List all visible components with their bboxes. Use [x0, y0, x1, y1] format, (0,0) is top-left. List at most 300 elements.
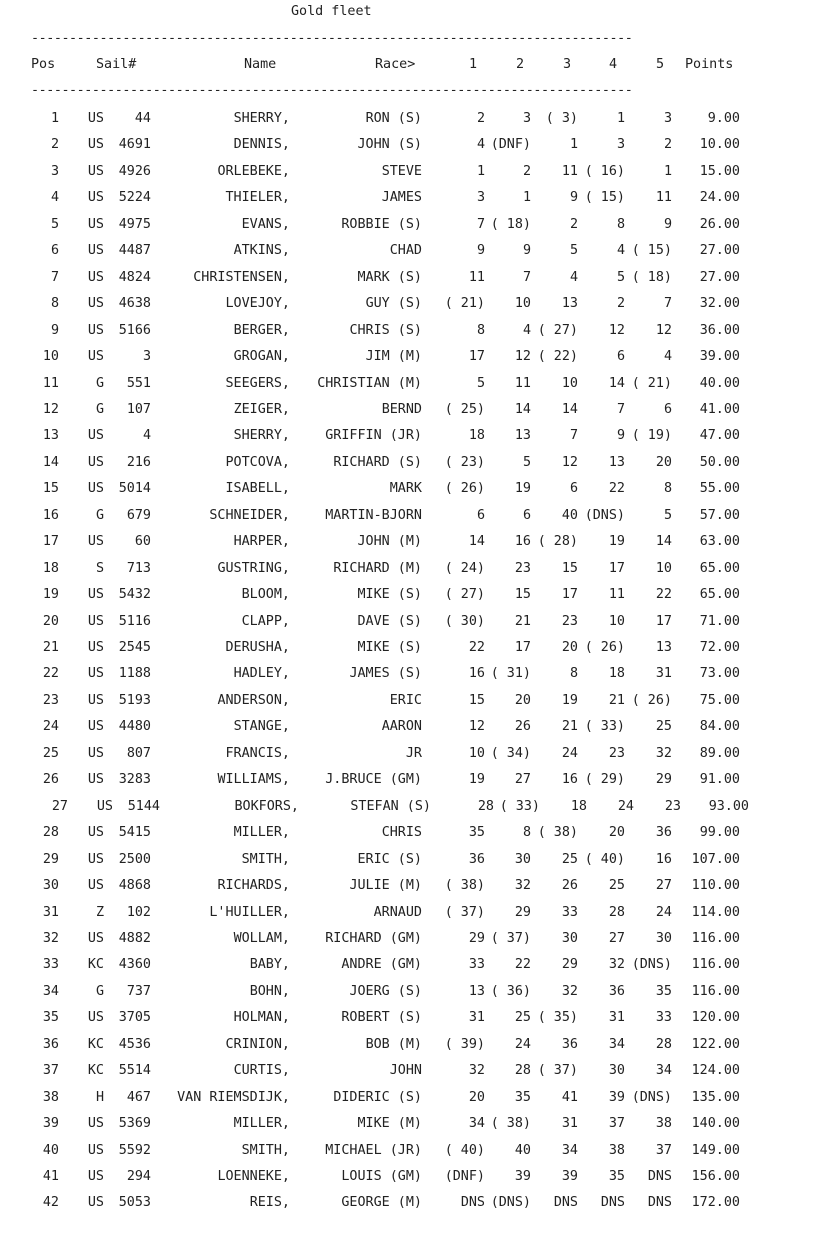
last-name-cell: SMITH, [241, 1142, 290, 1158]
race-4-cell: 19 [608, 534, 625, 550]
race-4-cell: ( 26) [584, 640, 625, 655]
race-1-cell: 9 [476, 243, 485, 259]
last-name-cell: BOKFORS, [234, 798, 299, 814]
table-row [0, 534, 818, 554]
race-2-cell: (DNS) [490, 1195, 531, 1211]
country-cell: US [96, 798, 113, 814]
race-1-cell: 2 [476, 111, 485, 126]
race-1-cell: 35 [468, 825, 485, 841]
sail-number-cell: 3 [142, 349, 151, 365]
race-5-cell: ( 18) [631, 269, 672, 285]
first-name-cell: JR [405, 745, 422, 761]
race-2-cell: 9 [522, 243, 531, 259]
race-1-cell: 15 [468, 692, 485, 708]
race-5-cell: (DNS) [631, 1089, 672, 1105]
country-cell: US [87, 772, 104, 788]
race-1-cell: 36 [468, 851, 485, 867]
last-name-cell: LOENNEKE, [217, 1169, 290, 1184]
country-cell: US [87, 111, 104, 126]
race-2-cell: ( 36) [490, 983, 531, 999]
first-name-cell: JOHN (S) [357, 137, 422, 153]
race-4-cell: (DNS) [584, 507, 625, 523]
pos-cell: 1 [50, 111, 59, 126]
points-cell: 15.00 [699, 163, 740, 179]
points-cell: 122.00 [691, 1036, 740, 1052]
pos-cell: 34 [42, 983, 59, 999]
table-row [0, 402, 818, 422]
race-4-cell: 35 [608, 1169, 625, 1184]
race-4-cell: 20 [608, 825, 625, 841]
table-row [0, 693, 818, 713]
race-3-cell: ( 38) [537, 825, 578, 841]
race-5-cell: 32 [655, 745, 672, 761]
pos-cell: 35 [42, 1010, 59, 1026]
race-2-cell: 11 [514, 375, 531, 391]
race-5-cell: ( 26) [631, 692, 672, 708]
race-4-cell: 11 [608, 587, 625, 603]
race-3-cell: ( 27) [537, 322, 578, 338]
race-4-cell: 1 [616, 111, 625, 126]
sail-number-cell: 102 [126, 904, 151, 920]
race-5-cell: 3 [663, 111, 672, 126]
race-2-cell: 20 [514, 692, 531, 708]
race-1-cell: 17 [468, 349, 485, 365]
table-row [0, 376, 818, 396]
race-2-cell: 17 [514, 640, 531, 655]
race-4-cell: 27 [608, 930, 625, 946]
table-row [0, 614, 818, 634]
race-2-cell: 30 [514, 851, 531, 867]
table-row [0, 825, 818, 845]
points-cell: 32.00 [699, 296, 740, 312]
race-1-cell: 22 [468, 640, 485, 655]
race-4-cell: ( 29) [584, 772, 625, 788]
last-name-cell: BERGER, [233, 322, 290, 338]
country-cell: G [95, 983, 104, 999]
race-1-cell: 8 [476, 322, 485, 338]
race-4-cell: 23 [608, 745, 625, 761]
table-row [0, 508, 818, 528]
sail-number-cell: 44 [134, 111, 151, 126]
race-1-cell: ( 24) [444, 560, 485, 576]
pos-cell: 5 [50, 216, 59, 232]
table-row [0, 1010, 818, 1030]
sail-number-cell: 5369 [118, 1116, 151, 1132]
sail-number-cell: 294 [126, 1169, 151, 1184]
points-cell: 36.00 [699, 322, 740, 338]
race-5-cell: 33 [655, 1010, 672, 1026]
race-1-cell: 18 [468, 428, 485, 444]
last-name-cell: GUSTRING, [217, 560, 290, 576]
table-row [0, 190, 818, 210]
last-name-cell: GROGAN, [233, 349, 290, 365]
race-5-cell: 24 [655, 904, 672, 920]
pos-cell: 9 [50, 322, 59, 338]
race-5-cell: 8 [663, 481, 672, 497]
race-4-cell: 2 [616, 296, 625, 312]
last-name-cell: MILLER, [233, 1116, 290, 1132]
first-name-cell: STEFAN (S) [350, 798, 431, 814]
first-name-cell: ARNAUD [373, 904, 422, 920]
race-4-cell: 13 [608, 454, 625, 470]
race-5-cell: 28 [655, 1036, 672, 1052]
table-row [0, 772, 818, 792]
pos-cell: 11 [42, 375, 59, 391]
race-3-cell: 36 [561, 1036, 578, 1052]
country-cell: H [95, 1089, 104, 1105]
last-name-cell: LOVEJOY, [225, 296, 290, 312]
race-2-cell: 19 [514, 481, 531, 497]
last-name-cell: ZEIGER, [233, 401, 290, 417]
first-name-cell: AARON [381, 719, 422, 735]
table-row [0, 640, 818, 660]
points-cell: 55.00 [699, 481, 740, 497]
sail-number-cell: 2500 [118, 851, 151, 867]
race-1-cell: 34 [468, 1116, 485, 1132]
points-cell: 10.00 [699, 137, 740, 153]
pos-cell: 27 [51, 798, 68, 814]
race-4-cell: 36 [608, 983, 625, 999]
table-row [0, 957, 818, 977]
race-3-cell: 30 [561, 930, 578, 946]
pos-cell: 20 [42, 613, 59, 629]
points-cell: 135.00 [691, 1089, 740, 1105]
points-cell: 73.00 [699, 666, 740, 682]
sail-number-cell: 1188 [118, 666, 151, 682]
pos-cell: 4 [50, 190, 59, 206]
race-5-cell: 37 [655, 1142, 672, 1158]
race-4-cell: 14 [608, 375, 625, 391]
race-1-cell: ( 37) [444, 904, 485, 920]
race-5-cell: 35 [655, 983, 672, 999]
table-row [0, 719, 818, 739]
race-1-cell: ( 30) [444, 613, 485, 629]
last-name-cell: ANDERSON, [217, 692, 290, 708]
race-1-cell: 13 [468, 983, 485, 999]
race-3-cell: ( 28) [537, 534, 578, 550]
race-5-cell: 10 [655, 560, 672, 576]
race-2-cell: 29 [514, 904, 531, 920]
points-cell: 24.00 [699, 190, 740, 206]
pos-cell: 14 [42, 454, 59, 470]
race-2-cell: 23 [514, 560, 531, 576]
race-2-cell: 5 [522, 454, 531, 470]
header-race-5: 5 [656, 57, 665, 72]
race-3-cell: 33 [561, 904, 578, 920]
last-name-cell: THIELER, [225, 190, 290, 206]
race-3-cell: 8 [569, 666, 578, 682]
last-name-cell: FRANCIS, [225, 745, 290, 761]
pos-cell: 3 [50, 163, 59, 179]
points-cell: 149.00 [691, 1142, 740, 1158]
race-2-cell: ( 38) [490, 1116, 531, 1132]
race-5-cell: 1 [663, 163, 672, 179]
race-1-cell: 5 [476, 375, 485, 391]
last-name-cell: RICHARDS, [217, 878, 290, 894]
race-5-cell: ( 19) [631, 428, 672, 444]
race-3-cell: 34 [561, 1142, 578, 1158]
race-3-cell: 7 [569, 428, 578, 444]
first-name-cell: LOUIS (GM) [341, 1169, 422, 1184]
country-cell: US [87, 640, 104, 655]
table-row [0, 270, 818, 290]
country-cell: KC [87, 957, 104, 973]
country-cell: G [95, 401, 104, 417]
last-name-cell: BABY, [249, 957, 290, 973]
race-3-cell: 9 [569, 190, 578, 206]
first-name-cell: MARK (S) [357, 269, 422, 285]
pos-cell: 23 [42, 692, 59, 708]
race-4-cell: ( 15) [584, 190, 625, 206]
race-4-cell: 38 [608, 1142, 625, 1158]
pos-cell: 37 [42, 1063, 59, 1079]
race-1-cell: DNS [460, 1195, 485, 1211]
table-row [0, 296, 818, 316]
pos-cell: 22 [42, 666, 59, 682]
points-cell: 72.00 [699, 640, 740, 655]
points-cell: 124.00 [691, 1063, 740, 1079]
last-name-cell: SHERRY, [233, 428, 290, 444]
sail-number-cell: 5415 [118, 825, 151, 841]
table-row [0, 243, 818, 263]
sail-number-cell: 467 [126, 1089, 151, 1105]
first-name-cell: J.BRUCE (GM) [325, 772, 422, 788]
sail-number-cell: 5014 [118, 481, 151, 497]
race-5-cell: 4 [663, 349, 672, 365]
points-cell: 107.00 [691, 851, 740, 867]
race-3-cell: 41 [561, 1089, 578, 1105]
race-1-cell: 10 [468, 745, 485, 761]
header-sail: Sail# [96, 57, 137, 72]
points-cell: 47.00 [699, 428, 740, 444]
table-row [0, 587, 818, 607]
pos-cell: 38 [42, 1089, 59, 1105]
race-5-cell: 13 [655, 640, 672, 655]
sail-number-cell: 4480 [118, 719, 151, 735]
race-3-cell: 12 [561, 454, 578, 470]
race-2-cell: 7 [522, 269, 531, 285]
race-5-cell: 11 [655, 190, 672, 206]
fleet-title: Gold fleet [291, 4, 372, 19]
race-4-cell: DNS [600, 1195, 625, 1211]
country-cell: US [87, 243, 104, 259]
race-5-cell: 23 [664, 798, 681, 814]
race-2-cell: 2 [522, 163, 531, 179]
table-row [0, 561, 818, 581]
first-name-cell: CHRIS [381, 825, 422, 841]
race-5-cell: 29 [655, 772, 672, 788]
country-cell: US [87, 878, 104, 894]
race-5-cell: 34 [655, 1063, 672, 1079]
pos-cell: 13 [42, 428, 59, 444]
race-5-cell: 16 [655, 851, 672, 867]
race-5-cell: 36 [655, 825, 672, 841]
country-cell: US [87, 534, 104, 550]
race-1-cell: 14 [468, 534, 485, 550]
pos-cell: 42 [42, 1195, 59, 1211]
first-name-cell: GRIFFIN (JR) [325, 428, 422, 444]
race-5-cell: DNS [647, 1195, 672, 1211]
table-row [0, 164, 818, 184]
sail-number-cell: 4638 [118, 296, 151, 312]
country-cell: US [87, 825, 104, 841]
race-2-cell: ( 18) [490, 216, 531, 232]
first-name-cell: MIKE (S) [357, 640, 422, 655]
race-4-cell: 31 [608, 1010, 625, 1026]
last-name-cell: BOHN, [249, 983, 290, 999]
country-cell: US [87, 163, 104, 179]
country-cell: US [87, 296, 104, 312]
last-name-cell: BLOOM, [241, 587, 290, 603]
points-cell: 27.00 [699, 243, 740, 259]
points-cell: 91.00 [699, 772, 740, 788]
points-cell: 65.00 [699, 560, 740, 576]
country-cell: US [87, 349, 104, 365]
race-3-cell: 2 [569, 216, 578, 232]
sail-number-cell: 5592 [118, 1142, 151, 1158]
race-5-cell: 20 [655, 454, 672, 470]
first-name-cell: JAMES [381, 190, 422, 206]
last-name-cell: VAN RIEMSDIJK, [177, 1089, 290, 1105]
sail-number-cell: 5432 [118, 587, 151, 603]
race-2-cell: ( 34) [490, 745, 531, 761]
pos-cell: 24 [42, 719, 59, 735]
sail-number-cell: 713 [126, 560, 151, 576]
first-name-cell: JOERG (S) [349, 983, 422, 999]
country-cell: US [87, 1169, 104, 1184]
pos-cell: 32 [42, 930, 59, 946]
first-name-cell: BOB (M) [365, 1036, 422, 1052]
race-3-cell: ( 22) [537, 349, 578, 365]
first-name-cell: JULIE (M) [349, 878, 422, 894]
race-2-cell: 13 [514, 428, 531, 444]
sail-number-cell: 5166 [118, 322, 151, 338]
points-cell: 39.00 [699, 349, 740, 365]
race-3-cell: 26 [561, 878, 578, 894]
sail-number-cell: 807 [126, 745, 151, 761]
sail-number-cell: 5116 [118, 613, 151, 629]
pos-cell: 25 [42, 745, 59, 761]
sail-number-cell: 107 [126, 401, 151, 417]
race-3-cell: 40 [561, 507, 578, 523]
pos-cell: 31 [42, 904, 59, 920]
table-row [0, 1116, 818, 1136]
race-4-cell: 34 [608, 1036, 625, 1052]
race-5-cell: ( 21) [631, 375, 672, 391]
pos-cell: 16 [42, 507, 59, 523]
table-row [0, 905, 818, 925]
first-name-cell: ERIC [389, 692, 422, 708]
pos-cell: 19 [42, 587, 59, 603]
race-4-cell: 21 [608, 692, 625, 708]
table-row [0, 878, 818, 898]
country-cell: US [87, 692, 104, 708]
header-pos: Pos [31, 57, 56, 72]
points-cell: 57.00 [699, 507, 740, 523]
race-4-cell: 22 [608, 481, 625, 497]
race-2-cell: (DNF) [490, 137, 531, 153]
race-4-cell: 28 [608, 904, 625, 920]
first-name-cell: STEVE [381, 163, 422, 179]
pos-cell: 7 [50, 269, 59, 285]
race-1-cell: 16 [468, 666, 485, 682]
last-name-cell: DENNIS, [233, 137, 290, 153]
race-3-cell: 1 [569, 137, 578, 153]
race-1-cell: 32 [468, 1063, 485, 1079]
race-1-cell: 33 [468, 957, 485, 973]
first-name-cell: ROBBIE (S) [341, 216, 422, 232]
points-cell: 84.00 [699, 719, 740, 735]
pos-cell: 21 [42, 640, 59, 655]
last-name-cell: DERUSHA, [225, 640, 290, 655]
table-row [0, 455, 818, 475]
race-3-cell: 16 [561, 772, 578, 788]
race-5-cell: 30 [655, 930, 672, 946]
race-2-cell: 1 [522, 190, 531, 206]
race-4-cell: 6 [616, 349, 625, 365]
sail-number-cell: 4868 [118, 878, 151, 894]
country-cell: US [87, 851, 104, 867]
last-name-cell: ATKINS, [233, 243, 290, 259]
first-name-cell: JAMES (S) [349, 666, 422, 682]
race-5-cell: 6 [663, 401, 672, 417]
first-name-cell: MARK [389, 481, 422, 497]
sail-number-cell: 216 [126, 454, 151, 470]
race-1-cell: 19 [468, 772, 485, 788]
race-2-cell: 35 [514, 1089, 531, 1105]
country-cell: US [87, 137, 104, 153]
header-name: Name [244, 57, 277, 72]
header-race-4: 4 [609, 57, 618, 72]
table-row [0, 323, 818, 343]
country-cell: US [87, 428, 104, 444]
race-5-cell: 7 [663, 296, 672, 312]
table-row [0, 1143, 818, 1163]
header-race-1: 1 [469, 57, 478, 72]
points-cell: 114.00 [691, 904, 740, 920]
last-name-cell: MILLER, [233, 825, 290, 841]
first-name-cell: RICHARD (M) [333, 560, 422, 576]
race-4-cell: 10 [608, 613, 625, 629]
pos-cell: 8 [50, 296, 59, 312]
race-2-cell: 8 [522, 825, 531, 841]
race-2-cell: 24 [514, 1036, 531, 1052]
points-cell: 26.00 [699, 216, 740, 232]
race-1-cell: ( 38) [444, 878, 485, 894]
country-cell: US [87, 481, 104, 497]
table-row [0, 746, 818, 766]
first-name-cell: ROBERT (S) [341, 1010, 422, 1026]
sail-number-cell: 4536 [118, 1036, 151, 1052]
sail-number-cell: 5144 [127, 798, 160, 814]
country-cell: US [87, 1142, 104, 1158]
race-3-cell: ( 3) [545, 111, 578, 126]
pos-cell: 30 [42, 878, 59, 894]
race-3-cell: ( 35) [537, 1010, 578, 1026]
race-2-cell: 16 [514, 534, 531, 550]
points-cell: 116.00 [691, 930, 740, 946]
race-2-cell: 26 [514, 719, 531, 735]
country-cell: US [87, 190, 104, 206]
race-5-cell: (DNS) [631, 957, 672, 973]
country-cell: Z [95, 904, 104, 920]
table-row [0, 1090, 818, 1110]
last-name-cell: POTCOVA, [225, 454, 290, 470]
race-4-cell: 17 [608, 560, 625, 576]
race-1-cell: 1 [476, 163, 485, 179]
points-cell: 50.00 [699, 454, 740, 470]
table-row [0, 481, 818, 501]
